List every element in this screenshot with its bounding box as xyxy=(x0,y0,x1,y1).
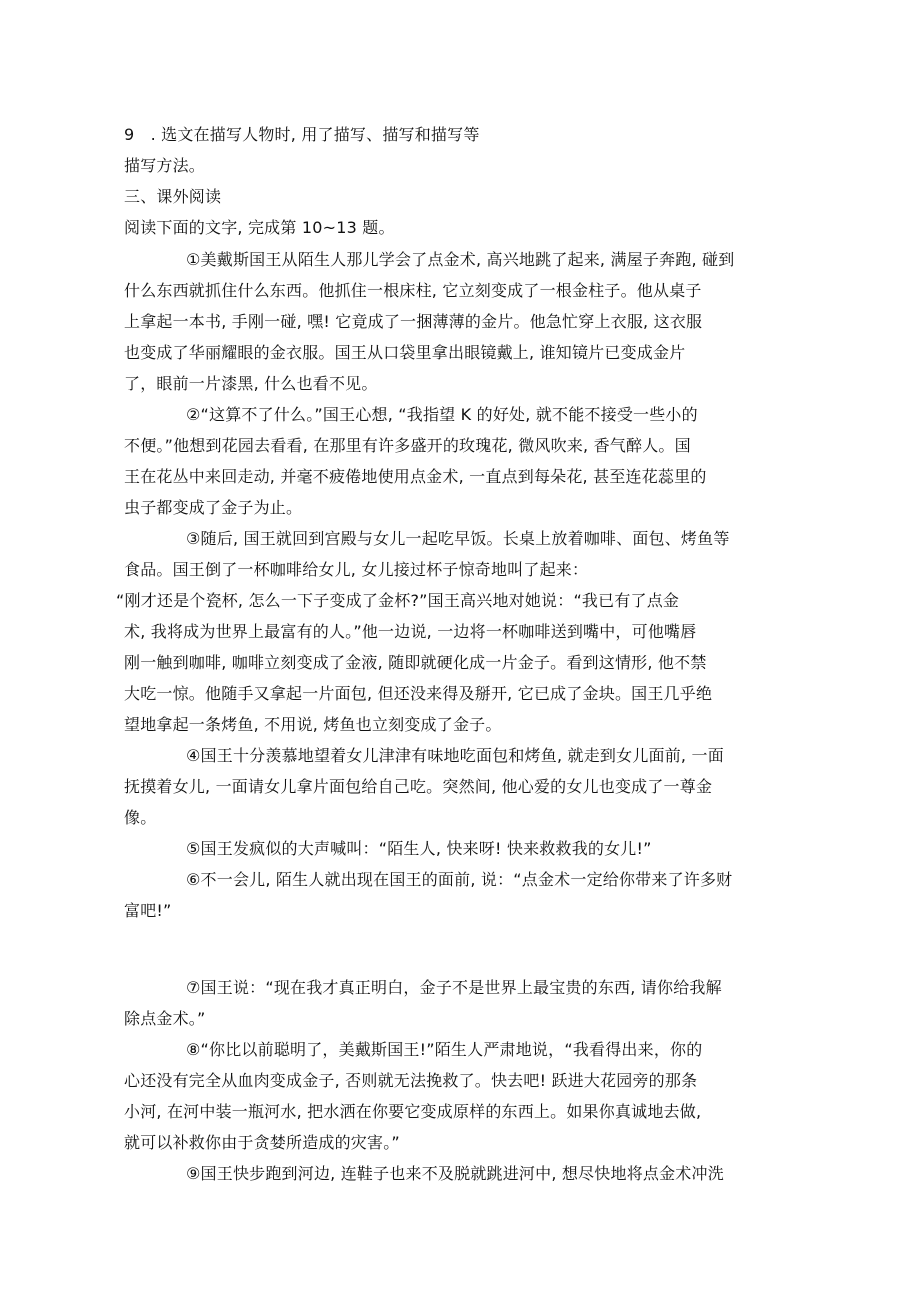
paragraph-4-line-2: 抚摸着女儿, 一面请女儿拿片面包给自己吃。突然间, 他心爱的女儿也变成了一尊金 xyxy=(124,777,713,796)
question-9-line-2: 描写方法。 xyxy=(124,156,206,175)
paragraph-3-line-2: 食品。国王倒了一杯咖啡给女儿, 女儿接过杯子惊奇地叫了起来： xyxy=(124,560,589,579)
paragraph-6-line-1: ⑥不一会儿, 陌生人就出现在国王的面前, 说：“点金术一定给你带来了许多财 xyxy=(186,870,733,889)
question-9-line-1: 9 . 选文在描写人物时, 用了描写、描写和描写等 xyxy=(124,125,480,144)
paragraph-6-line-2: 富吧!” xyxy=(124,901,172,920)
instruction-line: 阅读下面的文字, 完成第 10~13 题。 xyxy=(124,218,395,237)
paragraph-3-line-4: 术, 我将成为世界上最富有的人。”他一边说, 一边将一杯咖啡送到嘴中，可他嘴唇 xyxy=(124,622,697,641)
paragraph-8-line-2: 心还没有完全从血肉变成金子, 否则就无法挽救了。快去吧! 跃进大花园旁的那条 xyxy=(124,1071,698,1090)
paragraph-2-line-3: 王在花丛中来回走动, 并毫不疲倦地使用点金术, 一直点到每朵花, 甚至连花蕊里的 xyxy=(124,467,707,486)
paragraph-2-line-4: 虫子都变成了金子为止。 xyxy=(124,498,303,517)
paragraph-7-line-1: ⑦国王说：“现在我才真正明白，金子不是世界上最宝贵的东西, 请你给我解 xyxy=(186,978,722,997)
paragraph-8-line-1: ⑧“你比以前聪明了，美戴斯国王!”陌生人严肃地说，“我看得出来，你的 xyxy=(186,1040,703,1059)
paragraph-7-line-2: 除点金术。” xyxy=(124,1009,206,1028)
paragraph-1-line-3: 上拿起一本书, 手刚一碰, 嘿! 它竟成了一捆薄薄的金片。他急忙穿上衣服, 这衣服 xyxy=(124,312,703,331)
paragraph-2-line-1: ②“这算不了什么。”国王心想, “我指望 K 的好处, 就不能不接受一些小的 xyxy=(186,405,698,424)
paragraph-1-line-4: 也变成了华丽耀眼的金衣服。国王从口袋里拿出眼镜戴上, 谁知镜片已变成金片 xyxy=(124,343,686,362)
paragraph-1-line-5: 了，眼前一片漆黑, 什么也看不见。 xyxy=(124,374,378,393)
paragraph-4-line-1: ④国王十分羡慕地望着女儿津津有味地吃面包和烤鱼, 就走到女儿面前, 一面 xyxy=(186,746,724,765)
paragraph-3-line-6: 大吃一惊。他随手又拿起一片面包, 但还没来得及掰开, 它已成了金块。国王几乎绝 xyxy=(124,684,713,703)
paragraph-5-line-1: ⑤国王发疯似的大声喊叫：“陌生人, 快来呀! 快来救救我的女儿!” xyxy=(186,839,652,858)
paragraph-3-line-1: ③随后, 国王就回到宫殿与女儿一起吃早饭。长桌上放着咖啡、面包、烤鱼等 xyxy=(186,529,730,548)
paragraph-4-line-3: 像。 xyxy=(124,808,157,827)
paragraph-8-line-3: 小河, 在河中装一瓶河水, 把水洒在你要它变成原样的东西上。如果你真诚地去做, xyxy=(124,1102,702,1121)
paragraph-1-line-2: 什么东西就抓住什么东西。他抓住一根床柱, 它立刻变成了一根金柱子。他从桌子 xyxy=(124,281,702,300)
paragraph-3-line-7: 望地拿起一条烤鱼, 不用说, 烤鱼也立刻变成了金子。 xyxy=(124,715,502,734)
paragraph-3-line-5: 刚一触到咖啡, 咖啡立刻变成了金液, 随即就硬化成一片金子。看到这情形, 他不禁 xyxy=(124,653,707,672)
paragraph-2-line-2: 不便。”他想到花园去看看, 在那里有许多盛开的玫瑰花, 微风吹来, 香气醉人。国 xyxy=(124,436,691,455)
section-heading: 三、课外阅读 xyxy=(124,187,222,206)
paragraph-8-line-4: 就可以补救你由于贪婪所造成的灾害。” xyxy=(124,1133,400,1152)
paragraph-1-line-1: ①美戴斯国王从陌生人那儿学会了点金术, 高兴地跳了起来, 满屋子奔跑, 碰到 xyxy=(186,250,735,269)
paragraph-9-line-1: ⑨国王快步跑到河边, 连鞋子也来不及脱就跳进河中, 想尽快地将点金术冲洗 xyxy=(186,1164,724,1183)
paragraph-3-line-3: “刚才还是个瓷杯, 怎么一下子变成了金杯?”国王高兴地对她说：“我已有了点金 xyxy=(116,591,680,610)
